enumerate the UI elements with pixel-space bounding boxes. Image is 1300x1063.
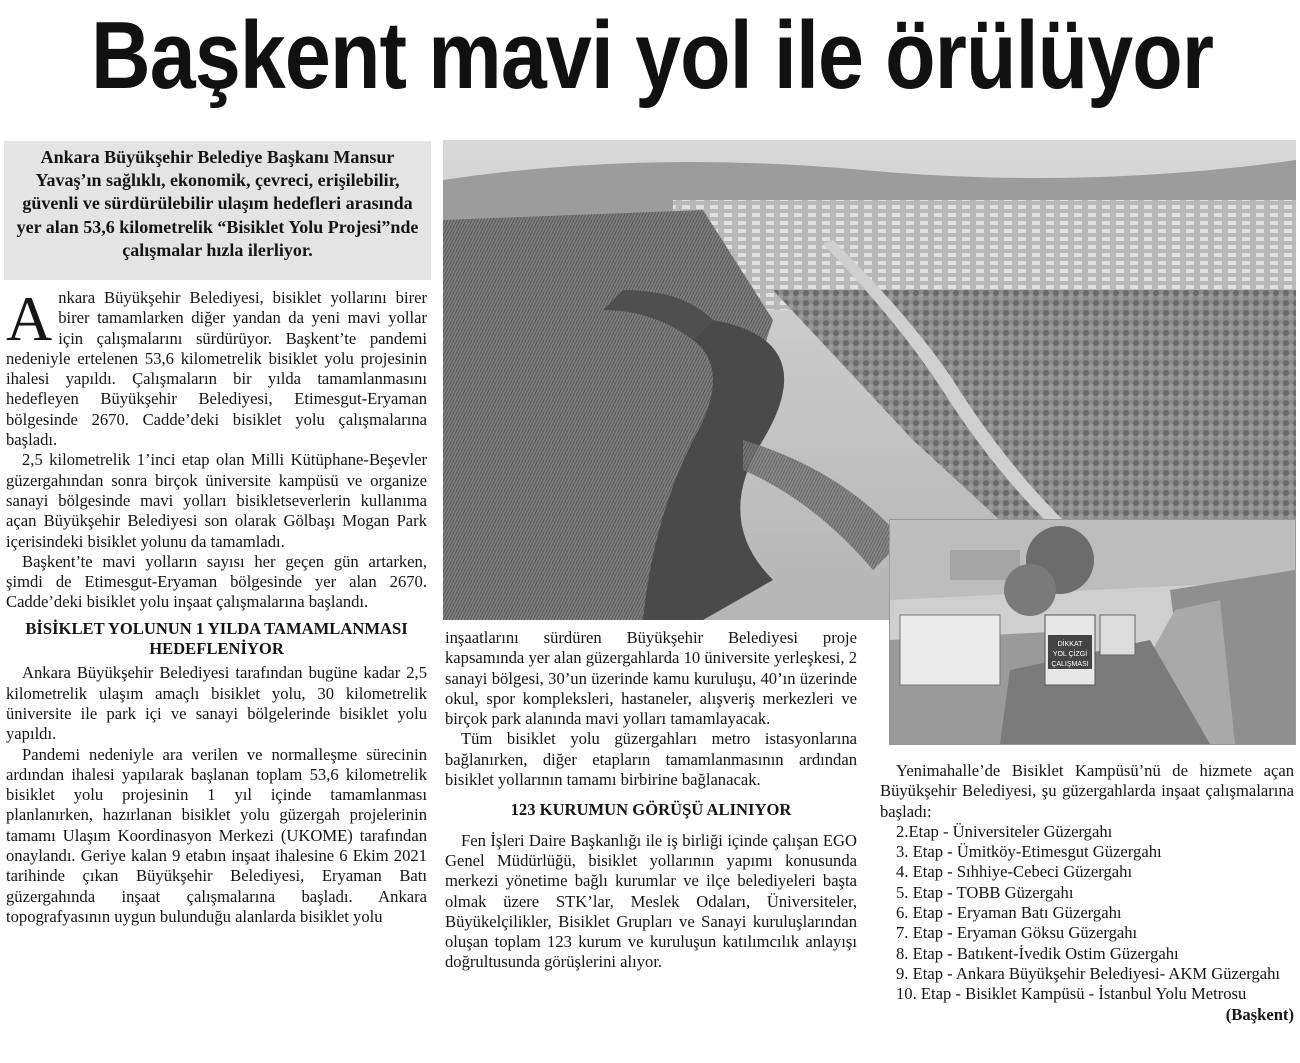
paragraph: inşaatlarını sürdüren Büyükşehir Belediyesi proje kapsamında yer alan güzergahlarda 10 üniversite yerleşkesi, 2 sanayi bölgesi, 30’un üzerinde kamu kuruluşu, 40’ın üzerinde okul, spor kompleksleri, hastaneler, alışveriş merkezleri ve birçok park alanında mavi yolları tamamlayacak. <box>445 628 857 729</box>
truck-sign-line-3: ÇALIŞMASI <box>1051 661 1089 668</box>
source-signature: (Başkent) <box>1225 1004 1294 1024</box>
bike-path-illustration <box>890 520 1295 744</box>
route-list-item: 10. Etap - Bisiklet Kampüsü - İstanbul Yolu Metrosu <box>896 984 1247 1004</box>
paragraph: Ankara Büyükşehir Belediyesi tarafından bugüne kadar 2,5 kilometrelik ulaşım amaçlı bisiklet yolu, 30 kilometrelik üniversite ile park içi ve sanayi bölgelerinde bisiklet yolu yapıldı. <box>6 663 427 744</box>
paragraph: Ankara Büyükşehir Belediyesi, bisiklet yollarını birer birer tamamlarken diğer yandan da yeni mavi yollar için çalışmalarını sürdürüyor. Başkent’te pandemi nedeniyle ertelenen 53,6 kilometrelik bisiklet yolu projesinin ihalesi yapıldı. Çalışmaların bir yılda tamamlanmasını hedefleyen Büyükşehir Belediyesi, Etimesgut-Eryaman bölgesinde 2670. Cadde’deki bisiklet yolu çalışmalarına başladı. <box>6 283 427 450</box>
route-list-item: 6. Etap - Eryaman Batı Güzergahı <box>896 903 1122 923</box>
paragraph: 2,5 kilometrelik 1’inci etap olan Milli Kütüphane-Beşevler güzergahından sonra birçok üniversite kampüsü ve organize sanayi bölgesinde mavi yolları bisikletseverlerin kullanıma açan Büyükşehir Belediyesi son olarak Gölbaşı Mogan Park içerisindeki bisiklet yolunu da tamamladı. <box>6 450 427 551</box>
drop-cap: A <box>6 283 53 354</box>
paragraph: Tüm bisiklet yolu güzergahları metro istasyonlarına bağlanırken, diğer etapların tamamlanmasının ardından bisiklet yollarının tamamı birbirine bağlanacak. <box>445 729 857 790</box>
section-heading: 123 KURUMUN GÖRÜŞÜ ALINIYOR <box>510 800 792 820</box>
paragraph: Başkent’te mavi yolların sayısı her geçen gün artarken, şimdi de Etimesgut-Eryaman bölgesinde yer alan 2670. Cadde’deki bisiklet yolu inşaat çalışmalarına başlandı. <box>6 551 427 612</box>
route-list-item: 9. Etap - Ankara Büyükşehir Belediyesi- AKM Güzergahı <box>896 963 1281 983</box>
paragraph: Yenimahalle’de Bisiklet Kampüsü’nü de hizmete açan Büyükşehir Belediyesi, şu güzergahlarda inşaat çalışmalarına başladı: <box>880 761 1294 821</box>
article-column-3 <box>880 761 1294 1025</box>
article-column-2 <box>445 628 857 973</box>
lead-summary: Ankara Büyükşehir Belediye Başkanı Mansur Yavaş’ın sağlıklı, ekonomik, çevreci, erişilebilir, güvenli ve sürdürülebilir ulaşım hedefleri arasında yer alan 53,6 kilometrelik “Bisiklet Yolu Projesi”nde çalışmalar hızla ilerliyor. <box>4 141 431 280</box>
route-list-item: 2.Etap - Üniversiteler Güzergahı <box>896 821 1113 841</box>
paragraph: Fen İşleri Daire Başkanlığı ile iş birliği içinde çalışan EGO Genel Müdürlüğü, bisiklet yollarının yapımı konusunda merkezi yönetime bağlı kurumlar ve ilçe belediyeleri başta olmak üzere STK’lar, Meslek Odaları, Üniversiteler, Büyükelçilikler, Bisiklet Grupları ve Sanayi kuruluşlarından oluşan toplam 123 kurum ve kuruluşun katılımcılık anlayışı doğrultusunda görüşlerini alıyor. <box>445 830 857 972</box>
paragraph: Pandemi nedeniyle ara verilen ve normalleşme sürecinin ardından ihalesi yapılarak başlanan toplam 53,6 kilometrelik bisiklet yolu projesinin 1 yıl içinde tamamlanması planlanırken, hazırlanan bisiklet yolu güzergah projelerinin tamamı Ulaşım Koordinasyon Merkezi (UKOME) tarafından onaylandı. Geriye kalan 9 etabın inşaat ihalesine 6 Ekim 2021 tarihinde çıkan Büyükşehir Belediyesi, Eryaman Batı güzergahında inşaat çalışmalarına başladı. Ankara topografyasının uygun bulunduğu alanlarda bisiklet yolu <box>6 744 427 926</box>
route-list-item: 4. Etap - Sıhhiye-Cebeci Güzergahı <box>896 862 1133 882</box>
route-list-item: 3. Etap - Ümitköy-Etimesgut Güzergahı <box>896 842 1162 862</box>
section-heading: BİSİKLET YOLUNUN 1 YILDA TAMAMLANMASI HEDEFLENİYOR <box>25 618 408 659</box>
bike-path-work-photo <box>889 519 1296 745</box>
route-list-item: 5. Etap - TOBB Güzergahı <box>896 882 1074 902</box>
truck-sign-line-2: YOL ÇİZGİ <box>1052 651 1088 658</box>
route-list-item: 8. Etap - Batıkent-İvedik Ostim Güzergahı <box>896 943 1179 963</box>
article-column-1 <box>6 283 427 927</box>
route-list-item: 7. Etap - Eryaman Göksu Güzergahı <box>896 923 1138 943</box>
headline: Başkent mavi yol ile örülüyor <box>91 2 1214 109</box>
truck-sign-line-1: DİKKAT <box>1057 641 1083 648</box>
